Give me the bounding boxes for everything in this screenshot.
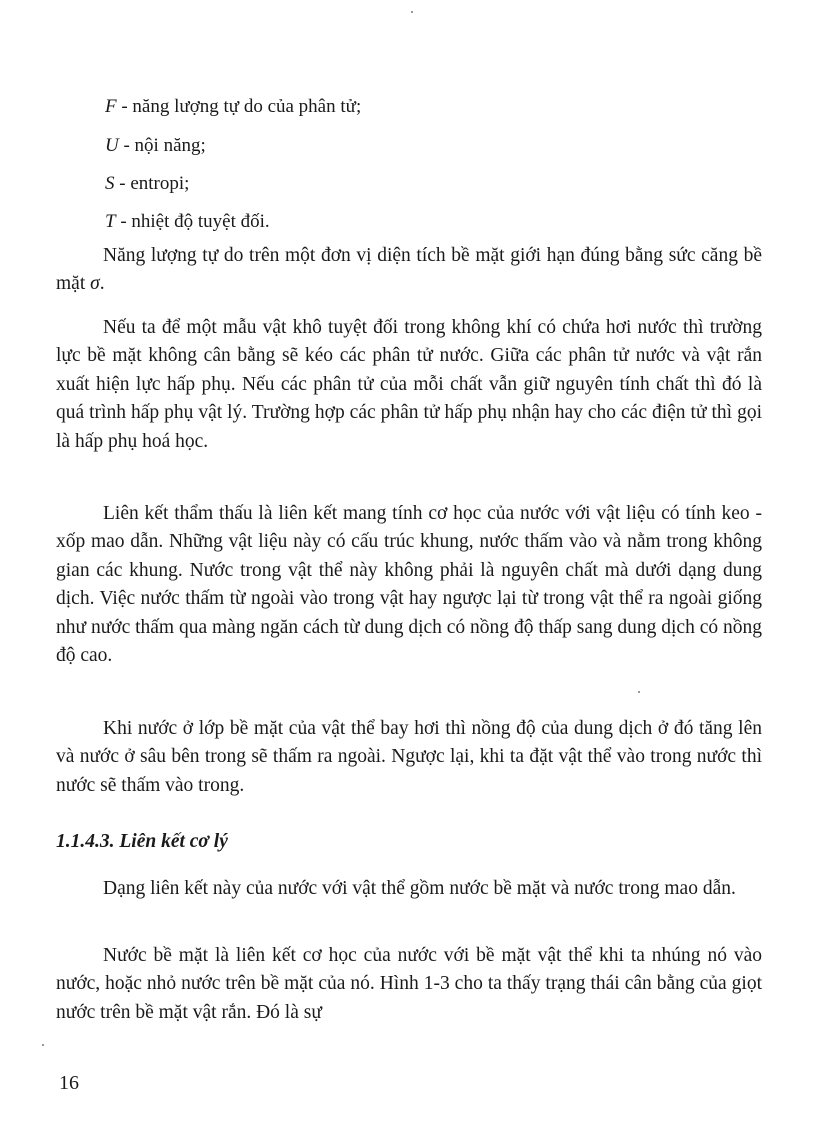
definition-text: - nhiệt độ tuyệt đối.: [115, 211, 270, 232]
paragraph-surface-water: Nước bề mặt là liên kết cơ học của nước với bề mặt vật thể khi ta nhúng nó vào nước, hoặc nhỏ nước trên bề mặt của nó. Hình 1-3 cho ta thấy trạng thái cân bằng của giọt nước trên bề mặt vật rắn. Đó là sự: [56, 945, 762, 1023]
scan-speck: [411, 11, 413, 13]
definition-symbol: U: [105, 135, 119, 156]
paragraph-osmotic-bond: Liên kết thẩm thấu là liên kết mang tính cơ học của nước với vật liệu có tính keo - xốp mao dẫn. Những vật liệu này có cấu trúc khung, nước thấm vào và nằm trong không gian các khung. Nước trong vật thể này không phải là nguyên chất mà dưới dạng dung dịch. Việc nước thấm từ ngoài vào trong vật hay ngược lại từ trong vật thể ra ngoài giống như nước thấm qua màng ngăn cách từ dung dịch có nồng độ thấp sang dung dịch có nồng độ cao.: [56, 503, 762, 667]
paragraph-physico-mechanical: Dạng liên kết này của nước với vật thể gồm nước bề mặt và nước trong mao dẫn.: [103, 878, 736, 899]
paragraph-adsorption: Nếu ta để một mẫu vật khô tuyệt đối trong không khí có chứa hơi nước thì trường lực bề mặt không cân bằng sẽ kéo các phân tử nước. Giữa các phân tử nước và vật rắn xuất hiện lực hấp phụ. Nếu các phân tử của mỗi chất vẫn giữ nguyên tính chất thì đó là quá trình hấp phụ vật lý. Trường hợp các phân tử hấp phụ nhận hay cho các điện tử thì gọi là hấp phụ hoá học.: [56, 317, 762, 452]
scan-speck: [638, 691, 640, 693]
definition-text: - entropi;: [114, 173, 190, 194]
definition-symbol: F: [105, 96, 117, 117]
paragraph-evaporation: Khi nước ở lớp bề mặt của vật thể bay hơi thì nồng độ của dung dịch ở đó tăng lên và nước ở sâu bên trong sẽ thấm ra ngoài. Ngược lại, khi ta đặt vật thể vào trong nước thì nước sẽ thấm vào trong.: [56, 718, 762, 796]
definition-symbol: T: [105, 211, 116, 232]
definition-text: - nội năng;: [118, 135, 206, 156]
scan-speck: [42, 1044, 44, 1046]
page-number: 16: [59, 1072, 79, 1094]
sigma-symbol: σ: [90, 273, 100, 295]
section-heading: 1.1.4.3. Liên kết cơ lý: [56, 831, 228, 852]
definition-text: - năng lượng tự do của phân tử;: [116, 96, 362, 117]
definition-line-u: [105, 134, 206, 158]
definition-line-t: [105, 210, 270, 234]
definition-symbol: S: [105, 173, 115, 194]
definition-line-f: [105, 95, 361, 119]
paragraph-surface-tension: [56, 242, 762, 299]
paragraph-text: Năng lượng tự do trên một đơn vị diện tích bề mặt giới hạn đúng bằng sức căng bề mặt: [56, 245, 762, 295]
paragraph-text-end: .: [99, 273, 105, 295]
definition-line-s: [105, 172, 189, 196]
